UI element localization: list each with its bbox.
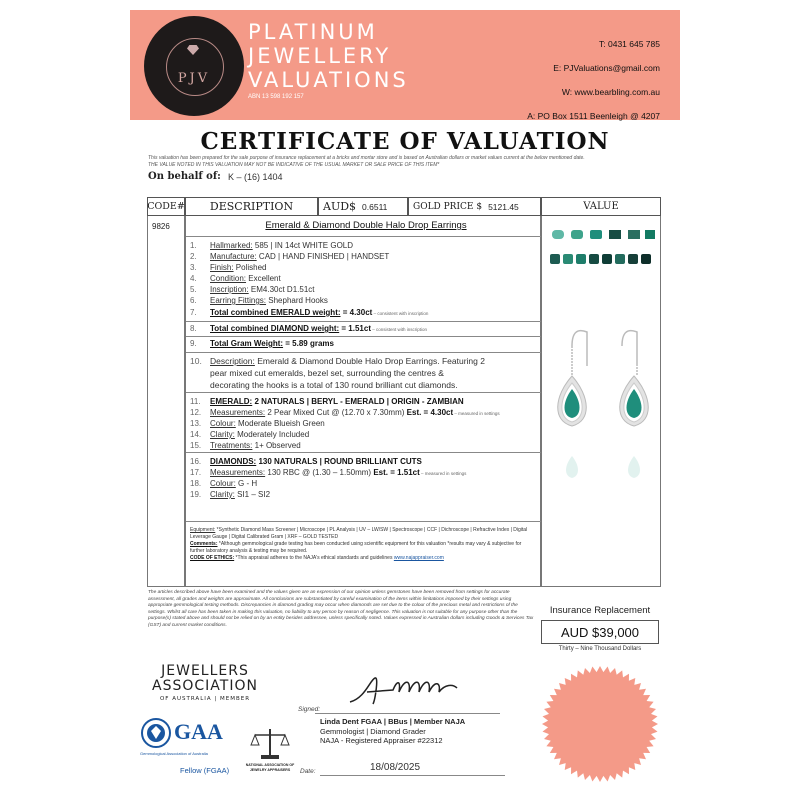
diamond-section-header: 16. DIAMONDS: 130 NATURALS | ROUND BRILLIANT CUTS (190, 457, 422, 466)
ja-line-3: OF AUSTRALIA | MEMBER (159, 696, 251, 702)
diamond-weight-row: 8. Total combined DIAMOND weight: = 1.51ct – consistent with inscription (190, 324, 428, 333)
testing-notes (190, 527, 536, 562)
jewellers-association-logo (140, 664, 270, 702)
ja-line-1: JEWELLERS (161, 663, 249, 679)
list-item: 1. Hallmarked: 585 | IN 14ct WHITE GOLD (190, 241, 354, 250)
date-label: Date: (300, 768, 316, 775)
emerald-weight-row: 7. Total combined EMERALD weight: = 4.30ct – consistent with inscription (190, 308, 429, 317)
gram-weight-row: 9. Total Gram Weight: = 5.89 grams (190, 339, 334, 348)
signature (345, 670, 465, 710)
naja-logo (245, 725, 295, 775)
header-gold-price (408, 197, 541, 216)
value-column (541, 216, 661, 587)
scales-icon (245, 725, 295, 763)
list-item: 4. Condition: Excellent (190, 274, 281, 283)
ja-line-2: ASSOCIATION (152, 678, 258, 694)
aud-value: 0.6511 (362, 201, 388, 212)
date-value: 18/08/2025 (370, 762, 421, 773)
equipment-note: Equipment: *Synthetic Diamond Mass Screener | Microscope | PL Analysis | UV – LW/SW | Spectroscope | CCF | Dichroscope | Refractive Index | Digital Leverage Gauge | Digital Calibrated Gram | XRF – GOLD TESTED (190, 527, 528, 540)
gaa-fellow: Fellow (FGAA) (180, 766, 230, 775)
item-code: 9826 (152, 222, 170, 231)
list-item: 3. Finish: Polished (190, 263, 267, 272)
letterhead (130, 10, 680, 120)
list-item: 15. Treatments: 1+ Observed (190, 441, 301, 450)
logo-letters: PJV (177, 71, 211, 86)
embossed-seal (540, 664, 660, 784)
description-row: 10. Description: Emerald & Diamond Double Halo Drop Earrings. Featuring 2 pear mixed cut emeralds, bezel set, surrounding the centres & decorating the hooks is a total of 130 round brilliant cut diamonds. (190, 356, 485, 390)
header-description: DESCRIPTION (185, 197, 318, 216)
earrings-photo (542, 326, 662, 516)
signature-line (315, 713, 500, 714)
contact-details (527, 32, 660, 128)
insurance-amount-words: Thirty – Nine Thousand Dollars (558, 646, 642, 652)
abn-number: ABN 13 598 192 157 (248, 94, 304, 100)
disclaimer-line-2: THE VALUE NOTED IN THIS VALUATION MAY NOT BE INDICATIVE OF THE USUAL MARKET OR SALE PRICE OF THIS ITEM* (148, 161, 440, 168)
list-item: 6. Earring Fittings: Shephard Hooks (190, 296, 328, 305)
date-line (320, 775, 505, 776)
list-item: 18. Colour: G - H (190, 479, 258, 488)
contact-email[interactable]: E: PJValuations@gmail.com (553, 63, 660, 73)
divider (186, 336, 542, 337)
fine-print: The articles described above have been examined and the values given are an expression of our opinion unless gemstones have been removed from settings for accurate assessment, all grades and weights are approximate. All conclusions are substantiated by careful examination of the items within limitations imposed by their settings using appropriate gemmological testing methods. Discrepancies in diamond grading may occur when diamonds are set due to the colour of the precious metal and restrictions of the settings. Whilst all care has been taken in making this valuation, no liability to any person by reason of negligence. This valuation is not suitable for any purpose other than the purpose(s) stated above and should not be relied on by an entity besides addressee, unless specifically noted. Values expressed in Australian dollars including Goods & Services Tax (GST) and current market conditions. (148, 590, 534, 628)
brand-line-3: VALUATIONS (248, 68, 409, 92)
list-item: 2. Manufacture: CAD | HAND FINISHED | HANDSET (190, 252, 390, 261)
divider (186, 452, 542, 453)
list-item: 17. Measurements: 130 RBC @ (1.30 – 1.50mm) Est. = 1.51ct – measured in settings (190, 468, 467, 477)
header-value: VALUE (541, 197, 661, 216)
header-code: CODE# (147, 197, 185, 216)
disclaimer (148, 155, 668, 168)
ethics-note: CODE OF ETHICS: *This appraisal adheres to the NAJA's ethical standards and guidelines www.najappraiser.com (190, 555, 444, 561)
emerald-swatch-row-1 (552, 230, 655, 239)
divider (186, 392, 542, 393)
divider (186, 236, 542, 237)
aud-label: AUD$ (323, 200, 357, 213)
signer-registration: NAJA - Registered Appraiser #22312 (320, 736, 443, 745)
gaa-subtext: Gemmological Association of Australia (140, 751, 208, 756)
comments-note: Comments: *Although gemmological grade testing has been conducted using scientific equipment for this valuation *results may vary & subjective for further laboratory analysis & testing may be required. (190, 541, 522, 554)
divider (186, 521, 542, 522)
list-item: 12. Measurements: 2 Pear Mixed Cut @ (12.70 x 7.30mm) Est. = 4.30ct – measured in settings (190, 408, 500, 417)
insurance-amount: AUD $39,000 (541, 620, 659, 644)
gaa-text: GAA (174, 719, 223, 744)
brand-line-1: PLATINUM (248, 20, 378, 44)
signer-title: Gemmologist | Diamond Grader (320, 726, 426, 736)
code-column (147, 216, 185, 587)
naja-text: NATIONAL ASSOCIATION OF JEWELRY APPRAISERS (245, 763, 295, 772)
contact-address: A: PO Box 1511 Beenleigh @ 4207 (527, 111, 660, 121)
list-item: 14. Clarity: Moderately Included (190, 430, 310, 439)
divider (186, 352, 542, 353)
on-behalf-label: On behalf of: (148, 171, 221, 182)
contact-web[interactable]: W: www.bearbling.com.au (561, 87, 660, 97)
emerald-colour-chart (548, 224, 656, 284)
list-item: 13. Colour: Moderate Blueish Green (190, 419, 325, 428)
signed-label: Signed: (298, 706, 321, 713)
list-item: 19. Clarity: SI1 – SI2 (190, 490, 271, 499)
signer-name: Linda Dent FGAA | BBus | Member NAJA (320, 717, 466, 726)
description-column (185, 216, 541, 587)
list-item: 5. Inscription: EM4.30ct D1.51ct (190, 285, 315, 294)
brand-name (248, 20, 409, 92)
certificate-title: CERTIFICATE OF VALUATION (200, 128, 610, 155)
divider (186, 321, 542, 322)
disclaimer-line-1: This valuation has been prepared for the sale purpose of insurance replacement at a bricks and mortar store and is based on Australian dollars or market values current at the below mentioned date. (148, 155, 585, 161)
insurance-label: Insurance Replacement (549, 605, 651, 616)
gold-value: 5121.45 (488, 201, 519, 212)
naja-link[interactable]: www.najappraiser.com (393, 555, 444, 561)
on-behalf-value: K – (16) 1404 (228, 172, 283, 182)
gaa-logo (140, 715, 235, 767)
contact-phone: T: 0431 645 785 (599, 39, 660, 49)
emerald-swatch-row-2 (550, 254, 651, 264)
header-aud (318, 197, 408, 216)
pjv-logo (144, 16, 244, 116)
gold-label: GOLD PRICE $ (413, 201, 483, 212)
emerald-section-header: 11. EMERALD: 2 NATURALS | BERYL - EMERALD | ORIGIN - ZAMBIAN (190, 397, 464, 406)
signer-details (320, 717, 465, 746)
item-title: Emerald & Diamond Double Halo Drop Earrings (265, 220, 467, 231)
brand-line-2: JEWELLERY (248, 44, 392, 68)
